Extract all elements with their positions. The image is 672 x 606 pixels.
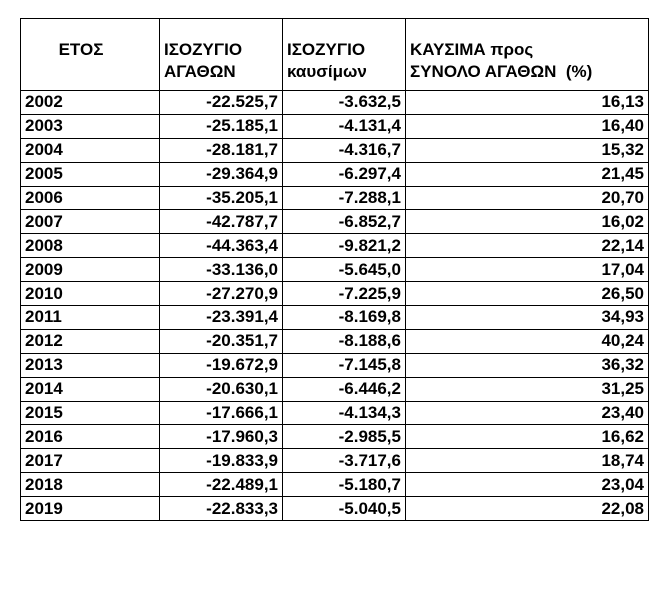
- fuel-share-cell: 31,25: [406, 377, 649, 401]
- table-row: [21, 401, 649, 425]
- table-header-row: [21, 19, 649, 91]
- year-cell: 2011: [21, 306, 160, 330]
- fuel-share-cell: 23,04: [406, 473, 649, 497]
- table-row: [21, 186, 649, 210]
- goods-balance-cell: -22.489,1: [160, 473, 283, 497]
- goods-balance-cell: -28.181,7: [160, 138, 283, 162]
- fuel-balance-cell: -7.145,8: [283, 353, 406, 377]
- year-cell: 2006: [21, 186, 160, 210]
- table-row: [21, 114, 649, 138]
- fuel-share-cell: 15,32: [406, 138, 649, 162]
- header-goods-balance: [160, 19, 283, 91]
- table-row: [21, 353, 649, 377]
- table-row: [21, 329, 649, 353]
- trade-balance-table: [20, 18, 649, 521]
- year-cell: 2019: [21, 497, 160, 521]
- fuel-share-cell: 40,24: [406, 329, 649, 353]
- header-fuel-share: [406, 19, 649, 91]
- goods-balance-cell: -42.787,7: [160, 210, 283, 234]
- table-row: [21, 258, 649, 282]
- fuel-balance-cell: -2.985,5: [283, 425, 406, 449]
- fuel-share-cell: 16,02: [406, 210, 649, 234]
- goods-balance-cell: -29.364,9: [160, 162, 283, 186]
- fuel-balance-cell: -5.180,7: [283, 473, 406, 497]
- table-row: [21, 497, 649, 521]
- fuel-balance-cell: -6.446,2: [283, 377, 406, 401]
- table-row: [21, 473, 649, 497]
- year-cell: 2009: [21, 258, 160, 282]
- year-cell: 2010: [21, 282, 160, 306]
- year-cell: 2002: [21, 91, 160, 115]
- table-row: [21, 282, 649, 306]
- table-row: [21, 210, 649, 234]
- goods-balance-cell: -19.833,9: [160, 449, 283, 473]
- header-goods-balance-line1: ΙΣΟΖΥΓΙΟ: [164, 40, 243, 59]
- goods-balance-cell: -19.672,9: [160, 353, 283, 377]
- fuel-balance-cell: -9.821,2: [283, 234, 406, 258]
- header-fuel-share-unit: (%): [565, 62, 593, 81]
- table-row: [21, 449, 649, 473]
- year-cell: 2012: [21, 329, 160, 353]
- fuel-balance-cell: -4.131,4: [283, 114, 406, 138]
- table-body: [21, 91, 649, 521]
- header-year: [21, 19, 160, 91]
- table-row: [21, 306, 649, 330]
- year-cell: 2016: [21, 425, 160, 449]
- fuel-balance-cell: -4.316,7: [283, 138, 406, 162]
- header-fuel-balance-line2: καυσίμων: [287, 62, 367, 81]
- fuel-balance-cell: -3.632,5: [283, 91, 406, 115]
- fuel-share-cell: 16,40: [406, 114, 649, 138]
- fuel-share-cell: 34,93: [406, 306, 649, 330]
- fuel-balance-cell: -7.288,1: [283, 186, 406, 210]
- fuel-balance-cell: -8.169,8: [283, 306, 406, 330]
- table-row: [21, 138, 649, 162]
- fuel-share-cell: 22,14: [406, 234, 649, 258]
- fuel-share-cell: 16,13: [406, 91, 649, 115]
- table-row: [21, 425, 649, 449]
- fuel-balance-cell: -5.645,0: [283, 258, 406, 282]
- year-cell: 2003: [21, 114, 160, 138]
- fuel-balance-cell: -6.852,7: [283, 210, 406, 234]
- year-cell: 2008: [21, 234, 160, 258]
- year-cell: 2007: [21, 210, 160, 234]
- header-year-label: ΕΤΟΣ: [58, 40, 104, 59]
- goods-balance-cell: -44.363,4: [160, 234, 283, 258]
- fuel-share-cell: 18,74: [406, 449, 649, 473]
- table-row: [21, 162, 649, 186]
- fuel-share-cell: 17,04: [406, 258, 649, 282]
- balance-table-container: [20, 18, 649, 521]
- goods-balance-cell: -27.270,9: [160, 282, 283, 306]
- header-fuel-share-line1: ΚΑΥΣΙΜΑ προς: [410, 40, 534, 59]
- fuel-share-cell: 23,40: [406, 401, 649, 425]
- year-cell: 2018: [21, 473, 160, 497]
- header-fuel-share-line2: ΣΥΝΟΛΟ ΑΓΑΘΩΝ: [410, 62, 557, 81]
- table-row: [21, 91, 649, 115]
- fuel-share-cell: 22,08: [406, 497, 649, 521]
- fuel-balance-cell: -4.134,3: [283, 401, 406, 425]
- table-row: [21, 234, 649, 258]
- goods-balance-cell: -20.630,1: [160, 377, 283, 401]
- fuel-balance-cell: -3.717,6: [283, 449, 406, 473]
- header-fuel-balance: [283, 19, 406, 91]
- year-cell: 2017: [21, 449, 160, 473]
- fuel-balance-cell: -6.297,4: [283, 162, 406, 186]
- year-cell: 2005: [21, 162, 160, 186]
- goods-balance-cell: -20.351,7: [160, 329, 283, 353]
- fuel-share-cell: 21,45: [406, 162, 649, 186]
- fuel-share-cell: 20,70: [406, 186, 649, 210]
- fuel-share-cell: 36,32: [406, 353, 649, 377]
- year-cell: 2014: [21, 377, 160, 401]
- year-cell: 2013: [21, 353, 160, 377]
- goods-balance-cell: -22.525,7: [160, 91, 283, 115]
- fuel-share-cell: 16,62: [406, 425, 649, 449]
- goods-balance-cell: -35.205,1: [160, 186, 283, 210]
- header-fuel-balance-line1: ΙΣΟΖΥΓΙΟ: [287, 40, 366, 59]
- fuel-balance-cell: -5.040,5: [283, 497, 406, 521]
- year-cell: 2004: [21, 138, 160, 162]
- goods-balance-cell: -22.833,3: [160, 497, 283, 521]
- goods-balance-cell: -33.136,0: [160, 258, 283, 282]
- fuel-share-cell: 26,50: [406, 282, 649, 306]
- header-goods-balance-line2: ΑΓΑΘΩΝ: [164, 62, 236, 81]
- goods-balance-cell: -25.185,1: [160, 114, 283, 138]
- goods-balance-cell: -23.391,4: [160, 306, 283, 330]
- fuel-balance-cell: -7.225,9: [283, 282, 406, 306]
- table-row: [21, 377, 649, 401]
- year-cell: 2015: [21, 401, 160, 425]
- goods-balance-cell: -17.666,1: [160, 401, 283, 425]
- fuel-balance-cell: -8.188,6: [283, 329, 406, 353]
- goods-balance-cell: -17.960,3: [160, 425, 283, 449]
